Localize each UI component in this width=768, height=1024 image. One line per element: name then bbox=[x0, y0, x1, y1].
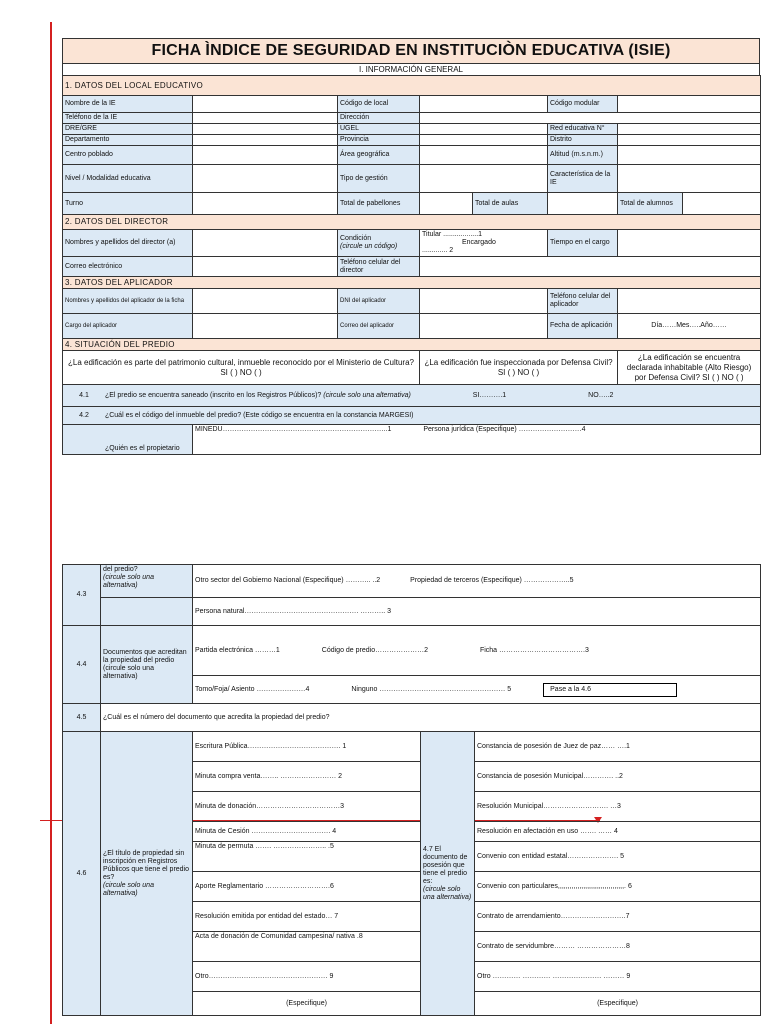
option-4-7-4[interactable]: Resolución en afectación en uso ……. …… 4 bbox=[475, 822, 761, 842]
option-4-7-1[interactable]: Constancia de posesión de Juez de paz…… ….1 bbox=[475, 732, 761, 762]
row-4-1-number: 4.1 bbox=[79, 391, 89, 399]
field-caracteristica[interactable] bbox=[618, 165, 761, 193]
option-otro-sector[interactable]: Otro sector del Gobierno Nacional (Especifique) ……….. ..2 bbox=[195, 577, 381, 584]
option-4-6-2[interactable]: Minuta compra venta…….. …………………… 2 bbox=[193, 762, 421, 792]
option-4-7-3[interactable]: Resolución Municipal………………………. …3 bbox=[475, 792, 761, 822]
row-4-6-number: 4.6 bbox=[63, 732, 101, 1016]
row-4-1 bbox=[63, 385, 761, 407]
condicion-note: (circule un código) bbox=[340, 243, 398, 250]
option-4-6-6[interactable]: Aporte Reglamentario ……………………….6 bbox=[193, 872, 421, 902]
form-page-1 bbox=[62, 38, 760, 455]
field-cargo-aplicador[interactable] bbox=[193, 314, 338, 339]
field-telefono-aplicador[interactable] bbox=[618, 289, 761, 314]
condicion-encargado: Encargado bbox=[462, 239, 496, 246]
row-4-3-label-top bbox=[63, 425, 193, 455]
field-codigo-local[interactable] bbox=[420, 96, 548, 113]
field-area-geografica[interactable] bbox=[420, 146, 548, 165]
option-4-7-9[interactable]: Otro ………… ………… ………………… ……… 9 bbox=[475, 962, 761, 992]
field-turno[interactable] bbox=[193, 193, 338, 215]
label-total-pabellones: Total de pabellones bbox=[338, 193, 420, 215]
label-centro-poblado: Centro poblado bbox=[63, 146, 193, 165]
label-area-geografica: Área geográfica bbox=[338, 146, 420, 165]
label-total-aulas: Total de aulas bbox=[473, 193, 548, 215]
row-4-2 bbox=[63, 407, 761, 425]
label-telefono-director: Teléfono celular del director bbox=[338, 257, 420, 277]
field-nombres-aplicador[interactable] bbox=[193, 289, 338, 314]
label-total-alumnos: Total de alumnos bbox=[618, 193, 683, 215]
label-tiempo-cargo: Tiempo en el cargo bbox=[548, 230, 618, 257]
row-4-6-note: (circule solo una alternativa) bbox=[103, 881, 154, 897]
label-fecha-aplicacion: Fecha de aplicación bbox=[548, 314, 618, 339]
field-nombres-director[interactable] bbox=[193, 230, 338, 257]
row-4-1-question: ¿El predio se encuentra saneado (inscrito en los Registros Públicos)? bbox=[104, 391, 322, 399]
row-4-3-options-top bbox=[193, 425, 761, 455]
option-4-6-4[interactable]: Minuta de Cesión ……………………………. 4 bbox=[193, 822, 421, 842]
field-direccion[interactable] bbox=[420, 113, 761, 124]
row-4-1-si[interactable]: SI……….1 bbox=[472, 391, 507, 399]
label-nivel-modalidad: Nivel / Modalidad educativa bbox=[63, 165, 193, 193]
option-4-6-8[interactable]: Acta de donación de Comunidad campesina/ nativa .8 bbox=[193, 932, 421, 962]
row-4-4-label bbox=[101, 626, 193, 704]
field-codigo-modular[interactable] bbox=[618, 96, 761, 113]
option-4-7-especifique: (Especifique) bbox=[475, 992, 761, 1016]
row-4-5-question: ¿Cuál es el número del documento que acredita la propiedad del predio? bbox=[101, 704, 761, 732]
option-4-7-2[interactable]: Constancia de posesión Municipal…………. ..2 bbox=[475, 762, 761, 792]
label-dni-aplicador: DNI del aplicador bbox=[338, 289, 420, 314]
option-4-6-especifique: (Especifique) bbox=[193, 992, 421, 1016]
label-nombres-director: Nombres y apellidos del director (a) bbox=[63, 230, 193, 257]
option-minedu[interactable]: MINEDU……………………………………………………………..1 bbox=[195, 426, 392, 433]
row-4-1-no[interactable]: NO…..2 bbox=[588, 391, 614, 399]
form-table-page-2 bbox=[62, 564, 761, 1016]
label-telefono-aplicador: Teléfono celular del aplicador bbox=[548, 289, 618, 314]
label-dre-gre: DRE/GRE bbox=[63, 124, 193, 135]
option-4-6-1[interactable]: Escritura Pública…………………………………. 1 bbox=[193, 732, 421, 762]
field-tipo-gestion[interactable] bbox=[420, 165, 548, 193]
field-dni-aplicador[interactable] bbox=[420, 289, 548, 314]
label-condicion bbox=[338, 230, 420, 257]
row-4-3-question: ¿Quién es el propietario bbox=[104, 445, 180, 452]
label-distrito: Distrito bbox=[548, 135, 618, 146]
label-direccion: Dirección bbox=[338, 113, 420, 124]
label-altitud: Altitud (m.s.n.m.) bbox=[548, 146, 618, 165]
row-4-2-number: 4.2 bbox=[79, 411, 89, 419]
label-telefono-ie: Teléfono de la IE bbox=[63, 113, 193, 124]
margin-red-line bbox=[50, 22, 52, 1024]
row-4-6-label bbox=[101, 732, 193, 1016]
option-4-6-7[interactable]: Resolución emitida por entidad del estado… 7 bbox=[193, 902, 421, 932]
field-tiempo-cargo[interactable] bbox=[618, 230, 761, 257]
label-nombre-ie: Nombre de la IE bbox=[63, 96, 193, 113]
form-page-2 bbox=[62, 564, 760, 1016]
field-total-aulas[interactable] bbox=[548, 193, 618, 215]
label-departamento: Departamento bbox=[63, 135, 193, 146]
field-distrito[interactable] bbox=[618, 135, 761, 146]
option-codigo-predio[interactable]: Código de predio…………………2 bbox=[321, 646, 428, 654]
section-3-header: 3. DATOS DEL APLICADOR bbox=[63, 277, 761, 289]
row-4-4-options-top bbox=[193, 626, 761, 676]
row-4-2-question: ¿Cuál es el código del inmueble del predio? (Este código se encuentra en la constancia MARGESI) bbox=[104, 411, 414, 419]
row-4-3-label bbox=[101, 565, 193, 598]
section-4-header: 4. SITUACIÓN DEL PREDIO bbox=[63, 339, 761, 351]
field-correo-aplicador[interactable] bbox=[420, 314, 548, 339]
row-4-4-question: Documentos que acreditan la propiedad del predio bbox=[103, 648, 187, 664]
field-red-educativa[interactable] bbox=[618, 124, 761, 135]
condicion-encargado-num: ............. 2 bbox=[422, 247, 454, 254]
form-table-page-1 bbox=[62, 75, 761, 455]
field-fecha-aplicacion[interactable]: Día……Mes…..Año…… bbox=[618, 314, 761, 339]
option-4-7-6[interactable]: Convenio con particulares,,,,,,,,,,,,,,,,,,,,,,,,,,,,,,,,,,. 6 bbox=[475, 872, 761, 902]
section-1-header: 1. DATOS DEL LOCAL EDUCATIVO bbox=[63, 76, 761, 96]
label-caracteristica: Característica de la IE bbox=[548, 165, 618, 193]
option-4-7-7[interactable]: Contrato de arrendamiento……………………….7 bbox=[475, 902, 761, 932]
field-nombre-ie[interactable] bbox=[193, 96, 338, 113]
question-patrimonio[interactable]: ¿La edificación es parte del patrimonio cultural, inmueble reconocido por el Ministerio de Cultura? SI ( ) NO ( ) bbox=[63, 351, 420, 385]
option-4-6-5[interactable]: Minuta de permuta ……. ………………….. .5 bbox=[193, 842, 421, 872]
label-nombres-aplicador: Nombres y apellidos del aplicador de la ficha bbox=[63, 289, 193, 314]
form-subtitle: I. INFORMACIÓN GENERAL bbox=[62, 64, 760, 75]
label-correo-director: Correo electrónico bbox=[63, 257, 193, 277]
condicion-titular: Titular ..................1 bbox=[422, 231, 483, 238]
row-4-4-number: 4.4 bbox=[63, 626, 101, 704]
option-propiedad-terceros[interactable]: Propiedad de terceros (Especifique) ………………..5 bbox=[410, 577, 574, 584]
row-4-4-note: (circule solo una alternativa) bbox=[103, 664, 154, 680]
question-inhabitable[interactable]: ¿La edificación se encuentra declarada inhabitable (Alto Riesgo) por Defensa Civil? SI ( ) NO ( ) bbox=[618, 351, 761, 385]
field-telefono-director[interactable] bbox=[420, 257, 761, 277]
field-dre-gre[interactable] bbox=[193, 124, 338, 135]
row-4-1-note: (circule solo una alternativa) bbox=[323, 391, 411, 399]
label-codigo-local: Código de local bbox=[338, 96, 420, 113]
row-4-6-question: ¿El título de propiedad sin inscripción en Registros Públicos que tiene el predio es? bbox=[103, 849, 190, 881]
label-tipo-gestion: Tipo de gestión bbox=[338, 165, 420, 193]
option-4-7-8[interactable]: Contrato de servidumbre……… …………………8 bbox=[475, 932, 761, 962]
field-provincia[interactable] bbox=[420, 135, 548, 146]
row-4-7-question: 4.7 El documento de posesión que tiene el predio es: bbox=[423, 845, 468, 885]
field-correo-director[interactable] bbox=[193, 257, 338, 277]
row-4-3-number: 4.3 bbox=[63, 565, 101, 626]
row-4-3-question-cont: del predio? bbox=[103, 566, 138, 573]
label-cargo-aplicador: Cargo del aplicador bbox=[63, 314, 193, 339]
label-red-educativa: Red educativa N° bbox=[548, 124, 618, 135]
row-4-7-label bbox=[421, 732, 475, 1016]
condicion-text: Condición bbox=[340, 235, 372, 242]
field-ugel[interactable] bbox=[420, 124, 548, 135]
label-correo-aplicador: Correo del aplicador bbox=[338, 314, 420, 339]
option-tomo[interactable]: Tomo/Foja/ Asiento …………………4 bbox=[195, 685, 310, 693]
option-4-6-3[interactable]: Minuta de donación………………………………3 bbox=[193, 792, 421, 822]
form-title: FICHA ÌNDICE DE SEGURIDAD EN INSTITUCIÒN EDUCATIVA (ISIE) bbox=[62, 38, 760, 64]
option-persona-juridica[interactable]: Persona jurídica (Especifique) ………………………4 bbox=[423, 426, 586, 433]
option-4-7-5[interactable]: Convenio con entidad estatal…………………. 5 bbox=[475, 842, 761, 872]
label-provincia: Provincia bbox=[338, 135, 420, 146]
label-turno: Turno bbox=[63, 193, 193, 215]
field-total-pabellones[interactable] bbox=[420, 193, 473, 215]
option-4-6-9[interactable]: Otro…………………………………………… 9 bbox=[193, 962, 421, 992]
field-condicion[interactable] bbox=[420, 230, 548, 257]
option-persona-natural[interactable]: Persona natural…………………………………………. ……….. 3 bbox=[193, 598, 761, 626]
option-ninguno[interactable]: Ninguno ……………………………………………… 5 bbox=[351, 685, 512, 693]
field-departamento[interactable] bbox=[193, 135, 338, 146]
question-inspeccionada[interactable]: ¿La edificación fue inspeccionada por Defensa Civil? SI ( ) NO ( ) bbox=[420, 351, 618, 385]
field-altitud[interactable] bbox=[618, 146, 761, 165]
section-2-header: 2. DATOS DEL DIRECTOR bbox=[63, 215, 761, 230]
label-ugel: UGEL bbox=[338, 124, 420, 135]
row-4-5-number: 4.5 bbox=[63, 704, 101, 732]
field-centro-poblado[interactable] bbox=[193, 146, 338, 165]
row-4-3-options bbox=[193, 565, 761, 598]
option-partida[interactable]: Partida electrónica ………1 bbox=[195, 646, 280, 654]
field-nivel-modalidad[interactable] bbox=[193, 165, 338, 193]
field-telefono-ie[interactable] bbox=[193, 113, 338, 124]
row-4-3-note: (circule solo una alternativa) bbox=[103, 574, 154, 589]
row-4-4-options-bottom bbox=[193, 676, 761, 704]
label-codigo-modular: Código modular bbox=[548, 96, 618, 113]
option-ficha[interactable]: Ficha ……………………………….3 bbox=[479, 646, 589, 654]
pase-4-6-box: Pase a la 4.6 bbox=[543, 683, 677, 697]
field-total-alumnos[interactable] bbox=[683, 193, 761, 215]
row-4-7-note: (circule solo una alternativa) bbox=[423, 885, 472, 901]
